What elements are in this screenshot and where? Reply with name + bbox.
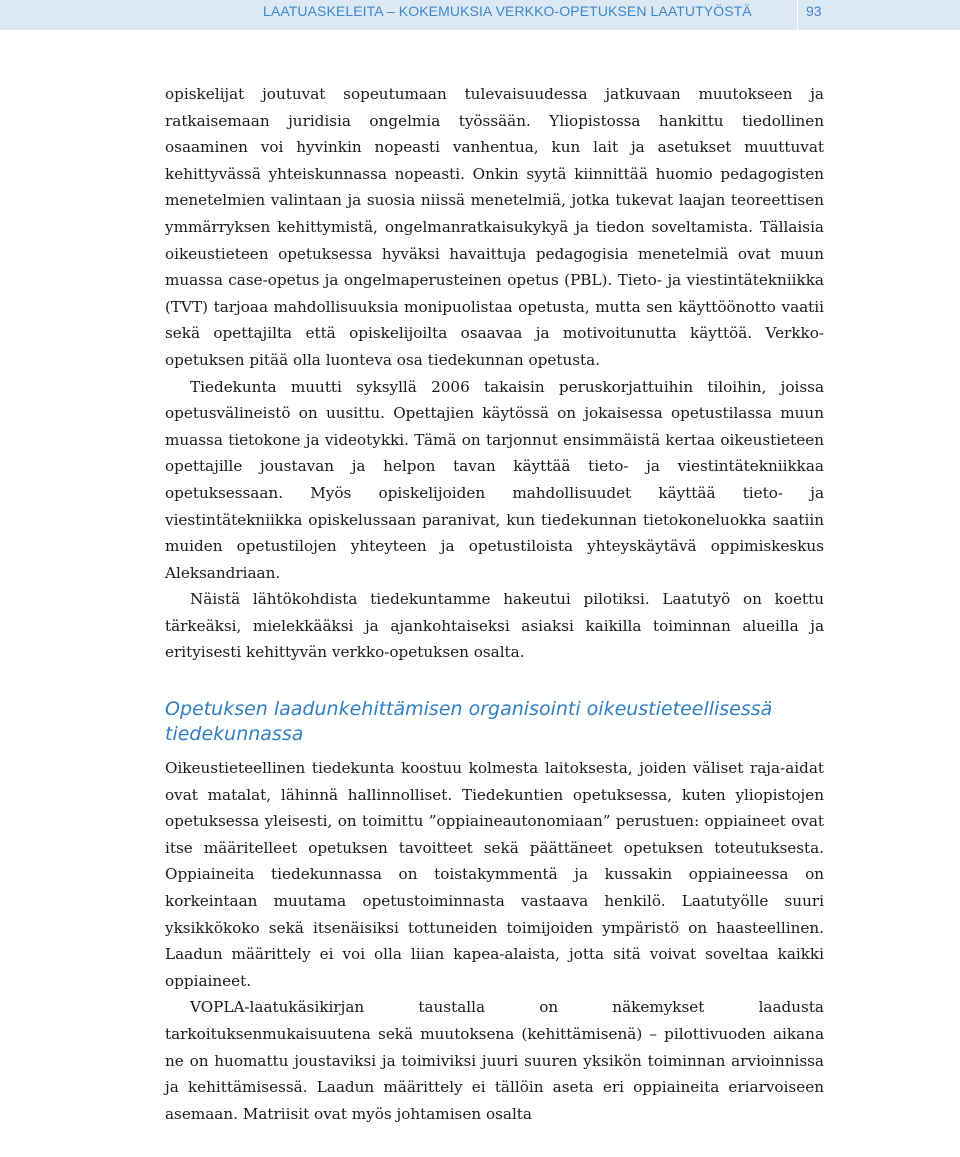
paragraph-3: Näistä lähtökohdista tiedekuntamme hakeutui pilotiksi. Laatutyö on koettu tärkeäksi, mielekkääksi ja ajankohtaiseksi asiaksi kaikilla toiminnan alueilla ja erityisesti kehittyvän verkko-opetuksen osalta. bbox=[165, 590, 824, 662]
running-header bbox=[0, 0, 960, 30]
running-title: LAATUASKELEITA – KOKEMUKSIA VERKKO-OPETUKSEN LAATUTYÖSTÄ bbox=[263, 3, 752, 19]
header-divider bbox=[797, 0, 798, 30]
section-heading: Opetuksen laadunkehittämisen organisointi oikeustieteellisessä tiedekunnassa bbox=[165, 698, 773, 746]
paragraph-5: VOPLA-laatukäsikirjan taustalla on näkemykset laadusta tarkoituksenmukaisuutena sekä muutoksena (kehittämisenä) – pilottivuoden aikana ne on huomattu joustaviksi ja toimiviksi juuri suuren yksikön toiminnan arvioinnissa ja kehittämisessä. Laadun määrittely ei tällöin aseta eri oppiaineita eriarvoiseen asemaan. Matriisit ovat myös johtamisen osalta bbox=[165, 998, 824, 1123]
page-number: 93 bbox=[806, 3, 822, 19]
paragraph-2: Tiedekunta muutti syksyllä 2006 takaisin peruskorjattuihin tiloihin, joissa opetusvälineistö on uusittu. Opettajien käytössä on jokaisessa opetustilassa muun muassa tietokone ja videotykki. Tämä on tarjonnut ensimmäistä kertaa oikeustieteen opettajille joustavan ja helpon tavan käyttää tieto- ja viestintätekniikkaa opetuksessaan. Myös opiskelijoiden mahdollisuudet käyttää tieto- ja viestintätekniikka opiskelussaan paranivat, kun tiedekunnan tietokoneluokka saatiin muiden opetustilojen yhteyteen ja opetustiloista yhteyskäytävä oppimiskeskus Aleksandriaan. bbox=[165, 377, 824, 582]
paragraph-1: opiskelijat joutuvat sopeutumaan tulevaisuudessa jatkuvaan muutokseen ja ratkaisemaan juridisia ongelmia työssään. Yliopistossa hankittu tiedollinen osaaminen voi hyvinkin nopeasti vanhentua, kun lait ja asetukset muuttuvat kehittyvässä yhteiskunnassa nopeasti. Onkin syytä kiinnittää huomio pedagogisten menetelmien valintaan ja suosia niissä menetelmiä, jotka tukevat laajan teoreettisen ymmärryksen kehittymistä, ongelmanratkaisukykyä ja tiedon soveltamista. Tällaisia oikeustieteen opetuksessa hyväksi havaittuja pedagogisia menetelmiä ovat muun muassa case-opetus ja ongelmaperusteinen opetus (PBL). Tieto- ja viestintätekniikka (TVT) tarjoaa mahdollisuuksia monipuolistaa opetusta, mutta sen käyttöönotto vaatii sekä opettajilta että opiskelijoilta osaavaa ja motivoitunutta käyttöä. Verkko-opetuksen pitää olla luonteva osa tiedekunnan opetusta. bbox=[165, 85, 824, 369]
body-text bbox=[165, 81, 824, 1127]
paragraph-4: Oikeustieteellinen tiedekunta koostuu kolmesta laitoksesta, joiden väliset raja-aidat ovat matalat, lähinnä hallinnolliset. Tiedekuntien opetuksessa, kuten yliopistojen opetuksessa yleisesti, on toimittu ”oppiaineautonomiaan” perustuen: oppiaineet ovat itse määritelleet opetuksen tavoitteet sekä päättäneet opetuksen toteutuksesta. Oppiaineita tiedekunnassa on toistakymmentä ja kussakin oppiaineessa on korkeintaan muutama opetustoiminnasta vastaava henkilö. Laatutyölle suuri yksikkökoko sekä itsenäisiksi tottuneiden toimijoiden ympäristö on haasteellinen. Laadun määrittely ei voi olla liian kapea-alaista, jotta sitä voivat soveltaa kaikki oppiaineet. bbox=[165, 759, 824, 990]
